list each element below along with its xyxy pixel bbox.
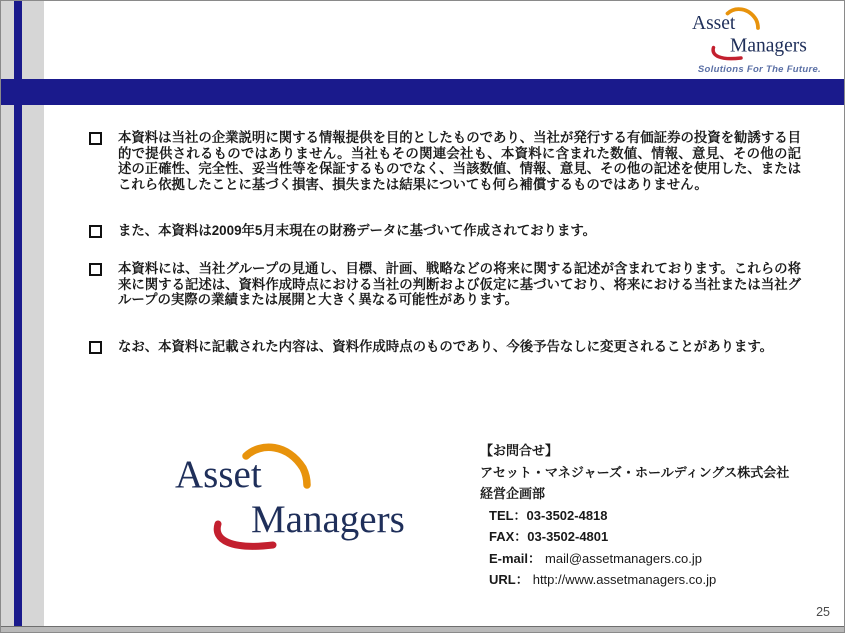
contact-email-value: mail@assetmanagers.co.jp: [545, 550, 702, 566]
logo-tagline: Solutions For The Future.: [697, 64, 821, 75]
contact-email: [480, 552, 810, 566]
logo-word-asset: Asset: [692, 13, 736, 34]
contact-heading: 【お問合せ】: [480, 443, 559, 458]
disclaimer-text-3: 本資料には、当社グループの見通し、目標、計画、戦略などの将来に関する記述が含まれております。これらの将来に関する記述は、資料作成時点における当社の判断および仮定に基づいており、将来における当社または当社グループの実際の業績または展開と大きく異なる可能性があります。: [118, 261, 801, 308]
contact-tel: TEL：03-3502-4818: [489, 507, 608, 523]
contact-company: アセット・マネジャーズ・ホールディングス株式会社: [480, 464, 790, 480]
square-bullet-icon: [89, 132, 102, 145]
disclaimer-bullet-4: [89, 339, 801, 355]
disclaimer-text-1: 本資料は当社の企業説明に関する情報提供を目的としたものであり、当社が発行する有価証券の投資を勧誘する目的で提供されるものではありません。当社もその関連会社も、本資料に含まれた数値、情報、意見、その他の記述の正確性、完全性、妥当性等を保証するものでなく、当該数値、情報、意見、その他の記述を使用した、またはこれら依拠したことに基づく損害、損失または結果についても何ら補償するものではありません。: [118, 130, 801, 192]
square-bullet-icon: [89, 225, 102, 238]
disclaimer-text-4: なお、本資料に記載された内容は、資料作成時点のものであり、今後予告なしに変更されることがあります。: [118, 339, 774, 354]
contact-fax: FAX：03-3502-4801: [489, 529, 609, 544]
bottom-strip: [1, 626, 845, 632]
square-bullet-icon: [89, 341, 102, 354]
square-bullet-icon: [89, 263, 102, 276]
contact-department: 経営企画部: [480, 486, 546, 501]
disclaimer-bullet-3: [89, 261, 801, 308]
assetmanagers-footer-logo-icon: [173, 439, 433, 551]
contact-url-value: http://www.assetmanagers.co.jp: [532, 572, 717, 587]
disclaimer-text-2: また、本資料は2009年5月末現在の財務データに基づいて作成されております。: [118, 223, 597, 238]
header-navy-band: [1, 79, 845, 105]
logo-word-managers: Managers: [730, 35, 807, 57]
logo-word-managers: Managers: [251, 498, 405, 541]
assetmanagers-logo-icon: [691, 5, 821, 61]
contact-block: [480, 444, 810, 595]
disclaimer-bullet-1: [89, 130, 801, 192]
page-number: 25: [816, 605, 830, 619]
contact-url: [480, 573, 810, 587]
disclaimer-bullet-2: [89, 223, 801, 239]
contact-email-label: E-mail：: [489, 550, 542, 566]
contact-url-label: URL：: [489, 572, 529, 587]
logo-word-asset: Asset: [175, 453, 262, 496]
